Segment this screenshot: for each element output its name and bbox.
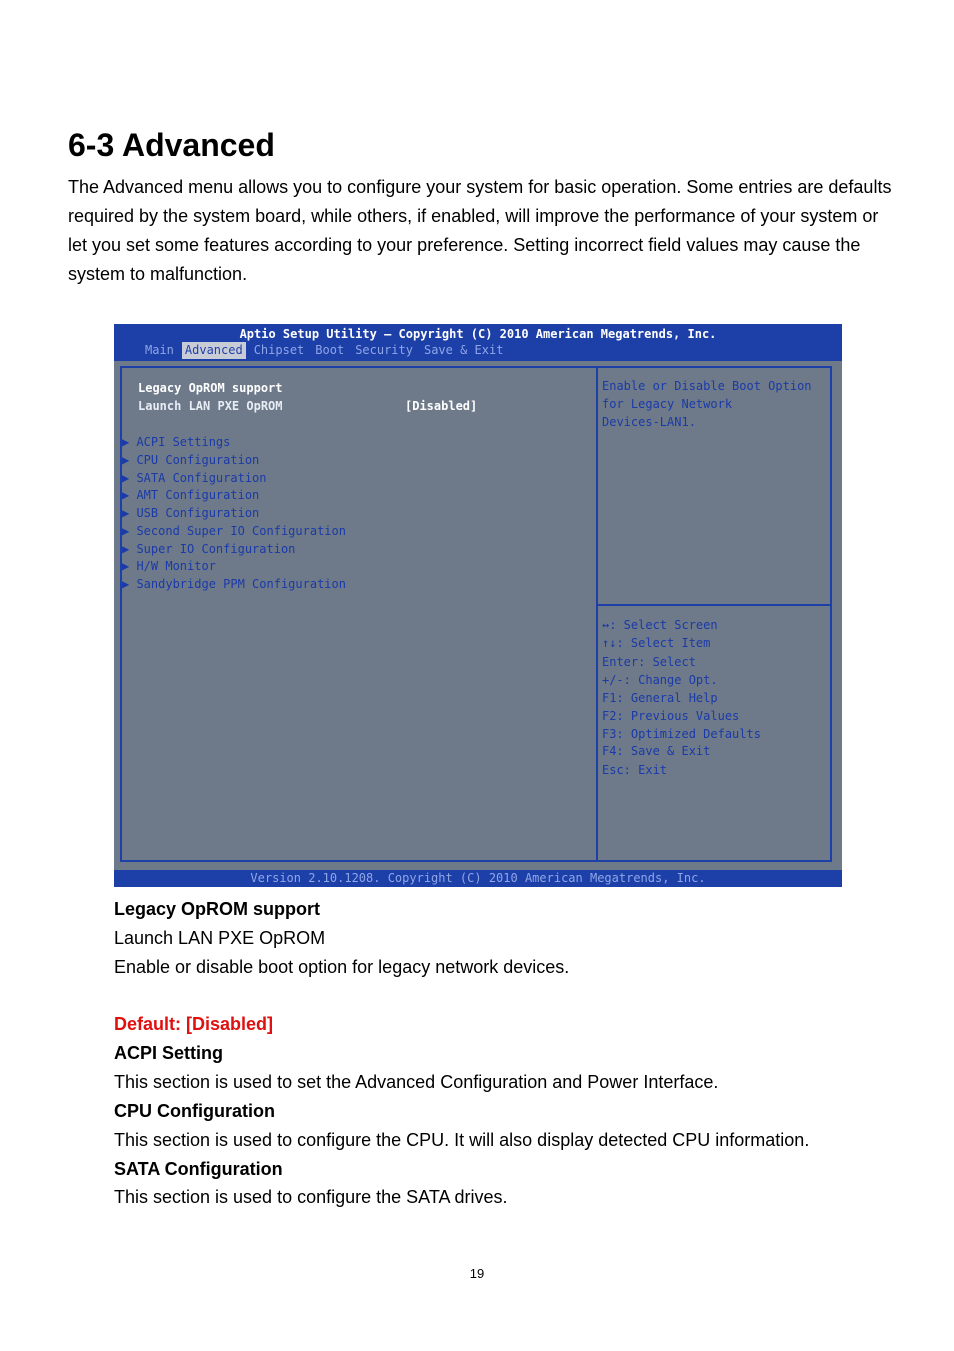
bios-section-label: Legacy OpROM support <box>138 381 283 395</box>
acpi-heading: ACPI Setting <box>114 1043 224 1063</box>
bios-menu-main[interactable]: Main <box>145 343 174 357</box>
bios-submenu-item[interactable]: ▶ AMT Configuration <box>122 488 260 502</box>
intro-paragraph: The Advanced menu allows you to configure your system for basic operation. Some entries are defaults required by the system board, while others, if enabled, will improve the performance of your system or let you set some features according to your preference. Setting incorrect field values may cause the system to malfunction. <box>68 177 892 284</box>
bios-submenu-item[interactable]: ▶ USB Configuration <box>122 506 260 520</box>
triangle-right-icon: ▶ <box>122 542 137 556</box>
triangle-right-icon: ▶ <box>122 488 137 502</box>
default-value: Default: [Disabled] <box>114 1014 274 1034</box>
bios-menu-bar <box>142 342 511 359</box>
triangle-right-icon: ▶ <box>122 506 137 520</box>
bios-submenu-item[interactable]: ▶ H/W Monitor <box>122 559 216 573</box>
cpu-heading: CPU Configuration <box>114 1101 275 1121</box>
bios-menu-advanced[interactable]: Advanced <box>182 342 246 359</box>
bios-submenu-item[interactable]: ▶ SATA Configuration <box>122 471 267 485</box>
launch-description: Enable or disable boot option for legacy network devices. <box>114 957 570 977</box>
triangle-right-icon: ▶ <box>122 453 137 467</box>
sata-description: This section is used to configure the SATA drives. <box>114 1187 508 1207</box>
acpi-description: This section is used to set the Advanced Configuration and Power Interface. <box>114 1072 719 1092</box>
triangle-right-icon: ▶ <box>122 577 137 591</box>
triangle-right-icon: ▶ <box>122 559 137 573</box>
sata-heading: SATA Configuration <box>114 1159 283 1179</box>
page-title: 6-3 Advanced <box>68 127 275 163</box>
bios-screenshot: Aptio Setup Utility – Copyright (C) 2010 American Megatrends, Inc. Main Advanced Chipset Boot Security Save & Exit Legacy OpROM support Launch LAN PXE OpROM [Disabled] ▶ ACPI Settings ▶ CPU Configuration ▶ SATA Configuration ▶ AMT Configuration ▶ USB Configuration ▶ Second Super IO Configuration ▶ Super IO Configuration ▶ H/W Monitor ▶ Sandybridge PPM Configuration Enable or Disable Boot Option for Legacy Network Devices-LAN1. ↔: Select Screen ↑↓: Select Item Enter: Select +/-: Change Opt. F1: General Help F2: Previous Values F3: Optimized Defaults F4: Save & Exit Esc: Exit Version 2.10.1208. Copyright (C) 2010 American Megatrends, Inc. <box>114 324 842 887</box>
bios-option-value[interactable]: [Disabled] <box>405 399 478 413</box>
triangle-right-icon: ▶ <box>122 435 137 449</box>
legacy-heading: Legacy OpROM support <box>114 899 321 919</box>
bios-option-label[interactable]: Launch LAN PXE OpROM <box>138 399 283 413</box>
bios-footer: Version 2.10.1208. Copyright (C) 2010 American Megatrends, Inc. <box>114 870 842 887</box>
bios-submenu-item[interactable]: ▶ ACPI Settings <box>122 435 231 449</box>
bios-menu-security[interactable]: Security <box>355 343 413 357</box>
triangle-right-icon: ▶ <box>122 471 137 485</box>
bios-vertical-divider <box>596 366 598 862</box>
triangle-right-icon: ▶ <box>122 524 137 538</box>
bios-menu-boot[interactable]: Boot <box>315 343 345 357</box>
bios-title: Aptio Setup Utility – Copyright (C) 2010 American Megatrends, Inc. <box>239 327 717 341</box>
bios-submenu-item[interactable]: ▶ Super IO Configuration <box>122 542 296 556</box>
bios-menu-chipset[interactable]: Chipset <box>253 343 305 357</box>
page-number: 19 <box>469 1266 485 1281</box>
bios-submenu-item[interactable]: ▶ CPU Configuration <box>122 453 260 467</box>
bios-header <box>114 324 842 361</box>
bios-submenu-item[interactable]: ▶ Sandybridge PPM Configuration <box>122 577 346 591</box>
launch-label: Launch LAN PXE OpROM <box>114 928 326 948</box>
bios-menu-save-exit[interactable]: Save & Exit <box>423 343 504 357</box>
bios-horizontal-divider <box>598 604 832 606</box>
cpu-description: This section is used to configure the CPU. It will also display detected CPU information. <box>114 1130 810 1150</box>
bios-submenu-item[interactable]: ▶ Second Super IO Configuration <box>122 524 346 538</box>
